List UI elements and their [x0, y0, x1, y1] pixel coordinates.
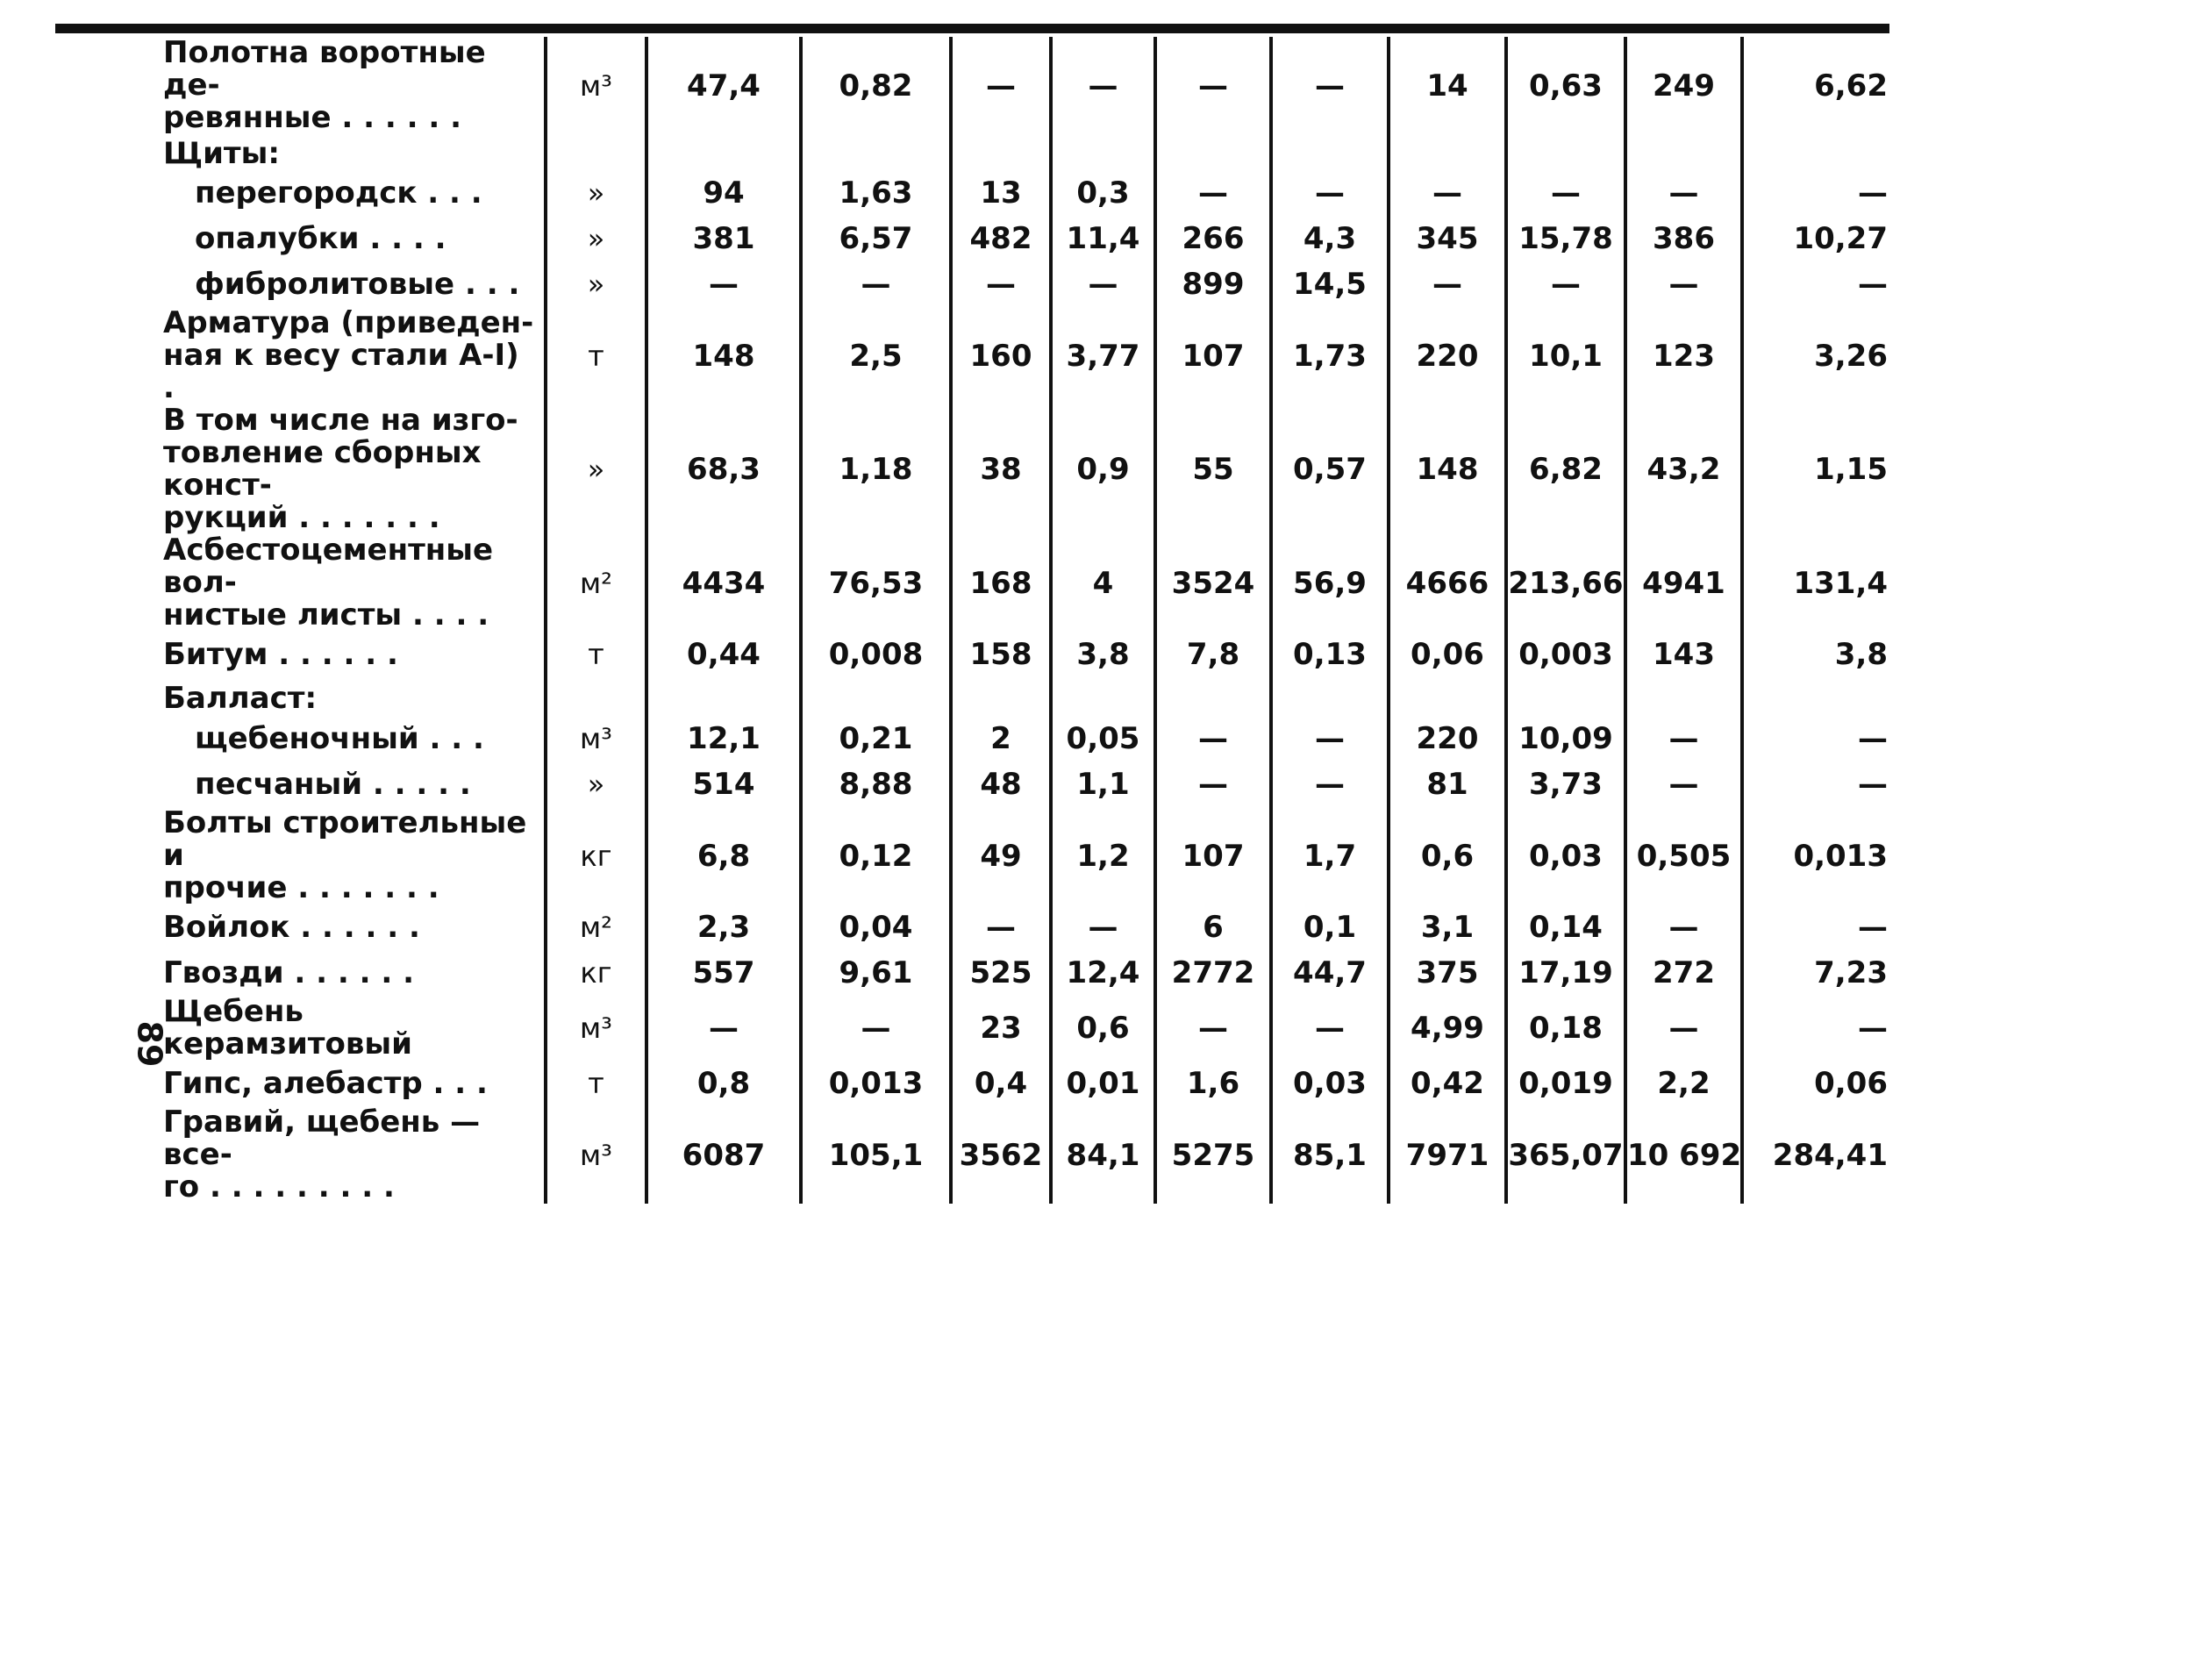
table-cell: 266	[1155, 216, 1271, 261]
table-cell: 0,505	[1625, 807, 1742, 904]
table-cell: 381	[646, 216, 801, 261]
table-cell: 345	[1389, 216, 1506, 261]
table-cell	[1506, 134, 1625, 170]
table-cell: 5275	[1155, 1106, 1271, 1204]
table-cell: 3,77	[1051, 307, 1155, 404]
table-cell: 143	[1625, 632, 1742, 677]
row-name-line: рукций . . . . . . .	[163, 500, 440, 535]
table-cell	[951, 134, 1051, 170]
row-name	[163, 996, 546, 1061]
row-name-line: Щебень керамзитовый	[163, 994, 412, 1062]
row-name	[163, 632, 546, 677]
row-name	[163, 307, 546, 404]
table-cell	[1625, 677, 1742, 716]
table-cell: 0,003	[1506, 632, 1625, 677]
table-cell: 6087	[646, 1106, 801, 1204]
table-cell: 220	[1389, 716, 1506, 761]
table-row	[163, 761, 1891, 807]
row-name	[163, 1061, 546, 1106]
row-unit: т	[546, 632, 646, 677]
table-cell: 107	[1155, 307, 1271, 404]
table-cell: 0,03	[1506, 807, 1625, 904]
top-rule	[55, 24, 1889, 33]
table-cell: 0,008	[801, 632, 951, 677]
table-cell: 0,013	[1742, 807, 1891, 904]
table-cell: 4666	[1389, 534, 1506, 632]
table-cell: 55	[1155, 404, 1271, 534]
table-row	[163, 37, 1891, 134]
table-row	[163, 534, 1891, 632]
table-cell: 0,44	[646, 632, 801, 677]
table-cell: 0,9	[1051, 404, 1155, 534]
table-cell: 3,73	[1506, 761, 1625, 807]
table-cell: —	[801, 996, 951, 1061]
row-name-line: нистые листы . . . .	[163, 597, 489, 633]
row-name-line: Гравий, щебень — все-	[163, 1105, 481, 1172]
table-row	[163, 134, 1891, 170]
table-cell: 557	[646, 950, 801, 996]
row-name	[163, 134, 546, 170]
table-cell: 56,9	[1271, 534, 1389, 632]
table-cell	[1271, 677, 1389, 716]
page-number: 89	[130, 1020, 169, 1068]
table-cell: —	[1625, 761, 1742, 807]
table-cell	[1155, 677, 1271, 716]
table-cell: 1,15	[1742, 404, 1891, 534]
row-unit	[546, 677, 646, 716]
table-row	[163, 996, 1891, 1061]
table-cell: 1,2	[1051, 807, 1155, 904]
table-cell: 68,3	[646, 404, 801, 534]
row-unit: м²	[546, 534, 646, 632]
table-cell: 0,63	[1506, 37, 1625, 134]
table-cell: —	[646, 261, 801, 307]
row-name-line: В том числе на изго-	[163, 403, 518, 438]
table-cell	[646, 677, 801, 716]
table-cell: —	[1742, 261, 1891, 307]
row-name	[163, 761, 546, 807]
table-cell: 6,62	[1742, 37, 1891, 134]
table-row	[163, 632, 1891, 677]
table-cell: 49	[951, 807, 1051, 904]
row-name-line: песчаный . . . . .	[195, 766, 471, 802]
table-cell: 168	[951, 534, 1051, 632]
table-cell: —	[1625, 716, 1742, 761]
table-row	[163, 716, 1891, 761]
table-cell: 7971	[1389, 1106, 1506, 1204]
table-cell: 10 692	[1625, 1106, 1742, 1204]
row-name-line: ревянные . . . . . .	[163, 100, 462, 135]
table-cell	[1625, 134, 1742, 170]
table-cell: —	[1506, 170, 1625, 216]
table-cell: 1,6	[1155, 1061, 1271, 1106]
row-name	[163, 37, 546, 134]
table-cell: 105,1	[801, 1106, 951, 1204]
row-unit: м³	[546, 1106, 646, 1204]
table-cell: 284,41	[1742, 1106, 1891, 1204]
table-cell	[801, 677, 951, 716]
row-unit: »	[546, 261, 646, 307]
table-cell: 3562	[951, 1106, 1051, 1204]
table-cell: 13	[951, 170, 1051, 216]
table-cell: —	[1271, 716, 1389, 761]
materials-table	[163, 37, 1891, 1204]
table-cell: —	[951, 261, 1051, 307]
row-name-line: Арматура (приведен-	[163, 305, 534, 340]
table-cell	[1051, 677, 1155, 716]
row-name-line: опалубки . . . .	[195, 220, 446, 256]
table-cell: 1,1	[1051, 761, 1155, 807]
row-unit: кг	[546, 950, 646, 996]
table-cell	[951, 677, 1051, 716]
table-cell: —	[646, 996, 801, 1061]
table-cell: —	[1155, 761, 1271, 807]
table-cell: 10,27	[1742, 216, 1891, 261]
table-cell: 6	[1155, 904, 1271, 950]
table-cell: 11,4	[1051, 216, 1155, 261]
row-unit: т	[546, 1061, 646, 1106]
table-cell: —	[1625, 904, 1742, 950]
table-cell: —	[801, 261, 951, 307]
table-cell: —	[1051, 261, 1155, 307]
table-cell	[1742, 677, 1891, 716]
row-name	[163, 261, 546, 307]
row-unit: »	[546, 170, 646, 216]
table-cell: 0,82	[801, 37, 951, 134]
row-unit	[546, 134, 646, 170]
table-cell: 213,66	[1506, 534, 1625, 632]
row-name	[163, 216, 546, 261]
table-cell: 0,12	[801, 807, 951, 904]
table-cell: —	[1271, 37, 1389, 134]
table-cell: 38	[951, 404, 1051, 534]
row-name-line: прочие . . . . . . .	[163, 870, 439, 905]
table-cell: 2,5	[801, 307, 951, 404]
row-name-line: Полотна воротные де-	[163, 35, 486, 103]
row-name	[163, 950, 546, 996]
table-cell: —	[1625, 170, 1742, 216]
row-name-line: Гвозди . . . . . .	[163, 954, 415, 990]
row-unit: »	[546, 761, 646, 807]
table-cell	[646, 134, 801, 170]
table-row	[163, 404, 1891, 534]
table-cell: 12,4	[1051, 950, 1155, 996]
table-cell: —	[1742, 904, 1891, 950]
table-cell: 10,09	[1506, 716, 1625, 761]
row-name-line: го . . . . . . . . .	[163, 1169, 395, 1205]
table-cell: —	[1155, 996, 1271, 1061]
table-cell: 3,8	[1742, 632, 1891, 677]
table-cell: 107	[1155, 807, 1271, 904]
row-unit: м³	[546, 996, 646, 1061]
table-cell: 76,53	[801, 534, 951, 632]
table-cell: 14,5	[1271, 261, 1389, 307]
table-cell: 15,78	[1506, 216, 1625, 261]
row-name	[163, 904, 546, 950]
table-cell: 0,06	[1742, 1061, 1891, 1106]
table-cell: —	[1389, 261, 1506, 307]
row-unit: м³	[546, 716, 646, 761]
table-cell: 0,8	[646, 1061, 801, 1106]
table-cell: 84,1	[1051, 1106, 1155, 1204]
table-cell: 386	[1625, 216, 1742, 261]
row-unit: м²	[546, 904, 646, 950]
row-name	[163, 807, 546, 904]
table-row	[163, 307, 1891, 404]
table-cell: 1,18	[801, 404, 951, 534]
table-body	[163, 37, 1891, 1204]
table-cell: 158	[951, 632, 1051, 677]
row-name-line: Болты строительные и	[163, 805, 527, 873]
row-name	[163, 534, 546, 632]
table-cell: 0,013	[801, 1061, 951, 1106]
table-row	[163, 1061, 1891, 1106]
table-cell: 0,6	[1051, 996, 1155, 1061]
table-cell: 2	[951, 716, 1051, 761]
row-name	[163, 677, 546, 716]
table-cell: 0,019	[1506, 1061, 1625, 1106]
table-cell	[801, 134, 951, 170]
table-cell: 249	[1625, 37, 1742, 134]
table-cell: 0,57	[1271, 404, 1389, 534]
table-cell: 85,1	[1271, 1106, 1389, 1204]
table-cell: 4941	[1625, 534, 1742, 632]
table-cell: 2,2	[1625, 1061, 1742, 1106]
table-cell: —	[1155, 716, 1271, 761]
table-cell: —	[1625, 996, 1742, 1061]
row-name-line: товление сборных конст-	[163, 435, 482, 503]
table-cell: 131,4	[1742, 534, 1891, 632]
table-cell: —	[1742, 716, 1891, 761]
row-name-line: ная к весу стали А-I) .	[163, 338, 519, 405]
row-name	[163, 716, 546, 761]
table-cell: 12,1	[646, 716, 801, 761]
table-cell: 0,04	[801, 904, 951, 950]
table-cell: 2,3	[646, 904, 801, 950]
table-cell: 514	[646, 761, 801, 807]
table-cell: 272	[1625, 950, 1742, 996]
table-cell: 525	[951, 950, 1051, 996]
table-cell: 0,14	[1506, 904, 1625, 950]
row-name-line: Войлок . . . . . .	[163, 909, 420, 945]
table-cell: 17,19	[1506, 950, 1625, 996]
table-cell: —	[951, 904, 1051, 950]
table-cell: 220	[1389, 307, 1506, 404]
row-name-line: Щиты:	[163, 136, 280, 171]
table-cell: 0,3	[1051, 170, 1155, 216]
table-cell: 4	[1051, 534, 1155, 632]
table-cell: 7,8	[1155, 632, 1271, 677]
table-cell: 0,13	[1271, 632, 1389, 677]
table-cell	[1506, 677, 1625, 716]
table-cell: 4434	[646, 534, 801, 632]
table-cell: 81	[1389, 761, 1506, 807]
table-cell: 7,23	[1742, 950, 1891, 996]
table-cell	[1155, 134, 1271, 170]
table-cell: 6,8	[646, 807, 801, 904]
table-cell: —	[1051, 904, 1155, 950]
table-cell: 10,1	[1506, 307, 1625, 404]
table-cell: —	[1271, 761, 1389, 807]
table-cell: —	[1155, 170, 1271, 216]
table-row	[163, 1106, 1891, 1204]
row-unit: »	[546, 404, 646, 534]
table-cell	[1742, 134, 1891, 170]
row-name	[163, 170, 546, 216]
table-cell: 0,6	[1389, 807, 1506, 904]
row-name-line: Балласт:	[163, 680, 318, 716]
table-cell: 3524	[1155, 534, 1271, 632]
table-cell: 0,01	[1051, 1061, 1155, 1106]
row-unit: кг	[546, 807, 646, 904]
table-cell: 0,18	[1506, 996, 1625, 1061]
table-cell: —	[1742, 170, 1891, 216]
table-cell: 3,1	[1389, 904, 1506, 950]
table-cell: 2772	[1155, 950, 1271, 996]
row-name	[163, 1106, 546, 1204]
row-name-line: Гипс, алебастр . . .	[163, 1065, 488, 1101]
table-cell: —	[1051, 37, 1155, 134]
table-cell: 23	[951, 996, 1051, 1061]
table-cell: 160	[951, 307, 1051, 404]
table-row	[163, 904, 1891, 950]
table-row	[163, 950, 1891, 996]
table-cell: 0,1	[1271, 904, 1389, 950]
row-unit: »	[546, 216, 646, 261]
table-row	[163, 677, 1891, 716]
table-cell: 0,42	[1389, 1061, 1506, 1106]
table-cell: 44,7	[1271, 950, 1389, 996]
table-cell: 1,73	[1271, 307, 1389, 404]
row-unit: т	[546, 307, 646, 404]
table-cell	[1389, 677, 1506, 716]
table-cell: —	[1271, 996, 1389, 1061]
table-cell: 4,3	[1271, 216, 1389, 261]
table-cell: —	[1271, 170, 1389, 216]
table-cell: 0,21	[801, 716, 951, 761]
row-unit: м³	[546, 37, 646, 134]
row-name	[163, 404, 546, 534]
table-cell: 6,57	[801, 216, 951, 261]
row-name-line: щебеночный . . .	[195, 720, 484, 756]
table-cell: 123	[1625, 307, 1742, 404]
table-cell: 482	[951, 216, 1051, 261]
table-cell: 3,26	[1742, 307, 1891, 404]
table-cell: 365,07	[1506, 1106, 1625, 1204]
table-cell: 43,2	[1625, 404, 1742, 534]
table-row	[163, 261, 1891, 307]
table-cell: 148	[646, 307, 801, 404]
table-cell: —	[1389, 170, 1506, 216]
table-cell: 47,4	[646, 37, 801, 134]
table-row	[163, 216, 1891, 261]
table-cell: 1,63	[801, 170, 951, 216]
table-cell: 9,61	[801, 950, 951, 996]
table-cell	[1389, 134, 1506, 170]
row-name-line: фибролитовые . . .	[195, 266, 520, 302]
table-cell: —	[1155, 37, 1271, 134]
table-cell: 0,06	[1389, 632, 1506, 677]
table-cell: 3,8	[1051, 632, 1155, 677]
table-cell: —	[1742, 996, 1891, 1061]
table-cell	[1051, 134, 1155, 170]
table-cell: —	[1625, 261, 1742, 307]
table-cell: 0,05	[1051, 716, 1155, 761]
table-cell: 1,7	[1271, 807, 1389, 904]
table-row	[163, 170, 1891, 216]
table-cell	[1271, 134, 1389, 170]
table-cell: —	[951, 37, 1051, 134]
table-cell: 6,82	[1506, 404, 1625, 534]
table-cell: 148	[1389, 404, 1506, 534]
table-cell: 0,03	[1271, 1061, 1389, 1106]
table-cell: —	[1742, 761, 1891, 807]
table-row	[163, 807, 1891, 904]
row-name-line: Асбестоцементные вол-	[163, 533, 494, 600]
row-name-line: Битум . . . . . .	[163, 636, 398, 672]
table-cell: 94	[646, 170, 801, 216]
table-cell: 899	[1155, 261, 1271, 307]
table-cell: 14	[1389, 37, 1506, 134]
table-cell: 0,4	[951, 1061, 1051, 1106]
row-name-line: перегородск . . .	[195, 175, 482, 211]
table-cell: 375	[1389, 950, 1506, 996]
table-cell: 8,88	[801, 761, 951, 807]
table-cell: 4,99	[1389, 996, 1506, 1061]
table-cell: 48	[951, 761, 1051, 807]
table-cell: —	[1506, 261, 1625, 307]
